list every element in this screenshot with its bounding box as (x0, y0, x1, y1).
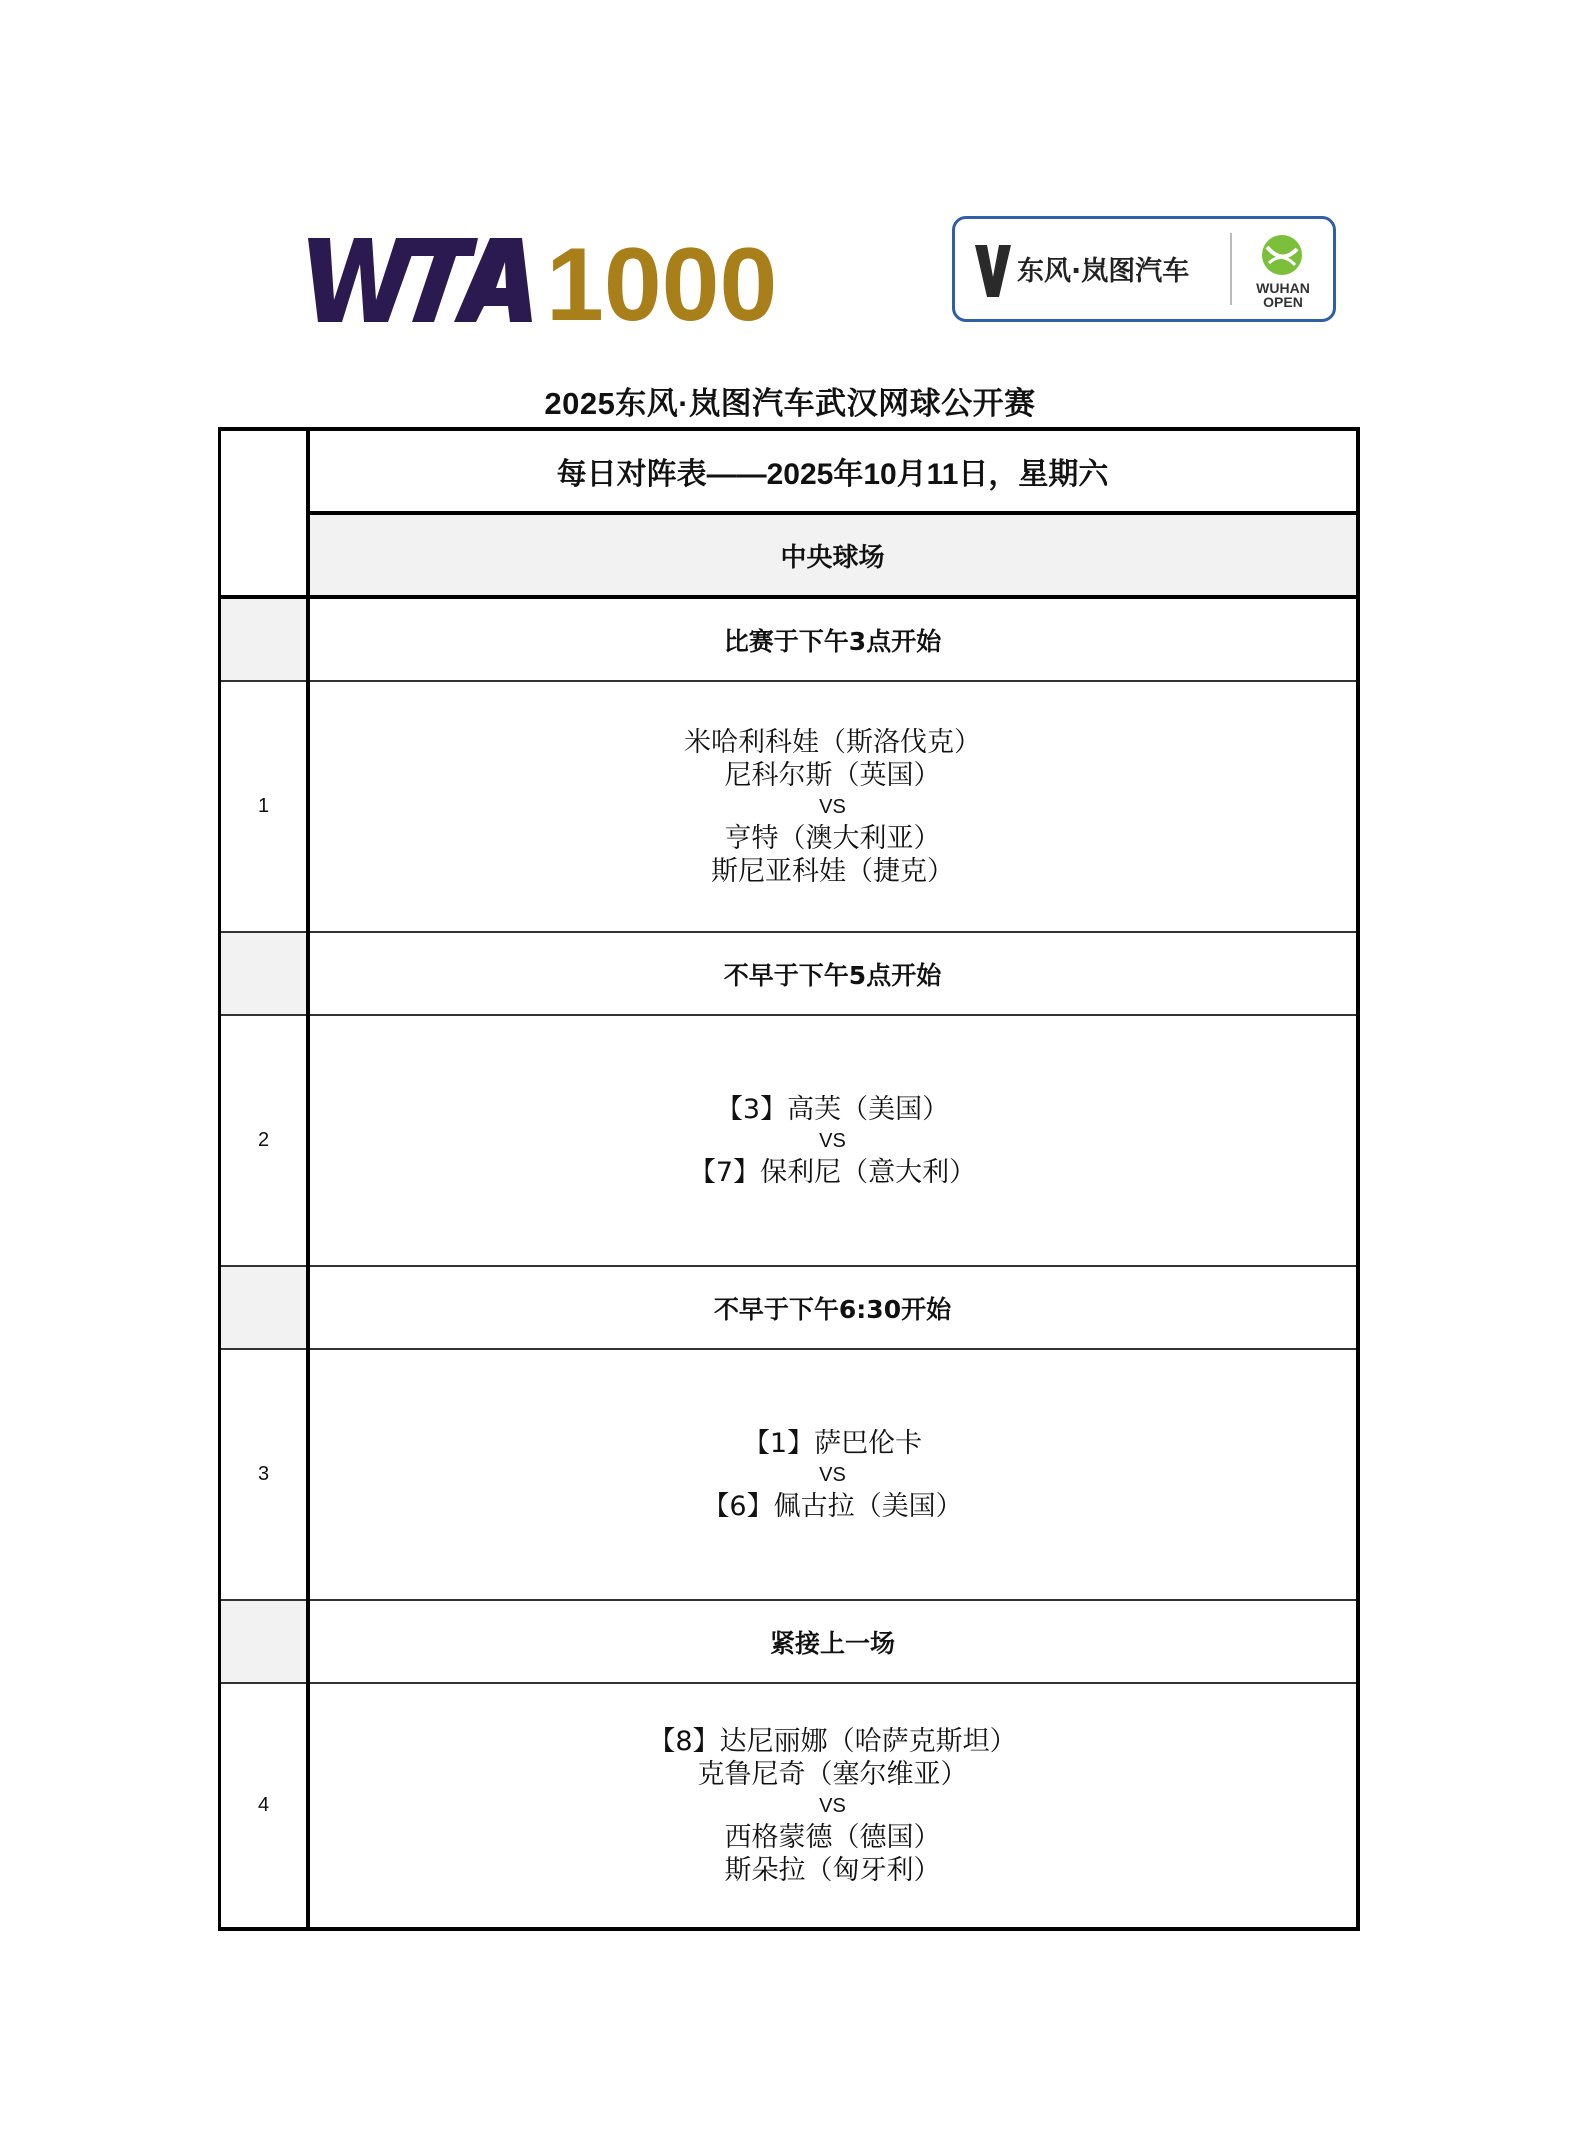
sponsor-logo (952, 216, 1336, 322)
time-number-cell (221, 1601, 306, 1682)
time-number-cell (221, 933, 306, 1014)
player-name: 【6】佩古拉（美国） (702, 1490, 963, 1522)
player-name: 斯朵拉（匈牙利） (724, 1854, 941, 1886)
match-row (221, 1350, 1356, 1599)
header-number-cell (221, 431, 306, 511)
wuhan-open-line1: WUHAN (1256, 280, 1310, 296)
match-row (221, 1016, 1356, 1265)
match-number: 1 (257, 795, 270, 817)
match-number: 4 (257, 1794, 270, 1816)
match-row (221, 682, 1356, 931)
player-name: 【3】高芙（美国） (715, 1093, 950, 1125)
court-number-cell (221, 515, 306, 595)
vs-label: VS (819, 1794, 846, 1817)
daily-title: 每日对阵表——2025年10月11日，星期六 (556, 458, 1109, 491)
match-time: 比赛于下午3点开始 (723, 626, 942, 656)
court-name: 中央球场 (780, 542, 885, 573)
match-time: 紧接上一场 (769, 1628, 895, 1658)
match-number: 3 (257, 1463, 270, 1485)
player-name: 米哈利科娃（斯洛伐克） (684, 726, 981, 758)
wta-1000-logo (300, 227, 778, 343)
daily-title-row (221, 431, 1356, 511)
sponsor-name: 东风·岚图汽车 (1017, 256, 1190, 287)
court-row (221, 515, 1356, 595)
match-time: 不早于下午5点开始 (723, 960, 942, 990)
player-name: 西格蒙德（德国） (724, 1821, 941, 1853)
vs-label: VS (819, 795, 846, 818)
column-divider (306, 431, 310, 1927)
time-row (221, 599, 1356, 680)
schedule-table (218, 427, 1360, 1931)
match-row (221, 1684, 1356, 1927)
wta-1000-number: 1000 (546, 227, 778, 343)
player-name: 克鲁尼奇（塞尔维亚） (697, 1758, 968, 1790)
time-number-cell (221, 599, 306, 680)
time-row (221, 933, 1356, 1014)
vs-label: VS (819, 1463, 846, 1486)
match-time: 不早于下午6:30开始 (713, 1294, 952, 1324)
time-number-cell (221, 1267, 306, 1348)
time-row (221, 1601, 1356, 1682)
match-number: 2 (257, 1129, 270, 1151)
player-name: 【7】保利尼（意大利） (688, 1156, 977, 1188)
player-name: 斯尼亚科娃（捷克） (711, 855, 954, 887)
wuhan-open-line2: OPEN (1263, 294, 1303, 310)
vs-label: VS (819, 1129, 846, 1152)
player-name: 【8】达尼丽娜（哈萨克斯坦） (648, 1725, 1017, 1757)
player-name: 亨特（澳大利亚） (724, 822, 941, 854)
player-name: 尼科尔斯（英国） (724, 759, 941, 791)
player-name: 【1】萨巴伦卡 (742, 1427, 923, 1459)
divider (309, 511, 1356, 515)
time-row (221, 1267, 1356, 1348)
event-title: 2025东风·岚图汽车武汉网球公开赛 (544, 386, 1036, 421)
